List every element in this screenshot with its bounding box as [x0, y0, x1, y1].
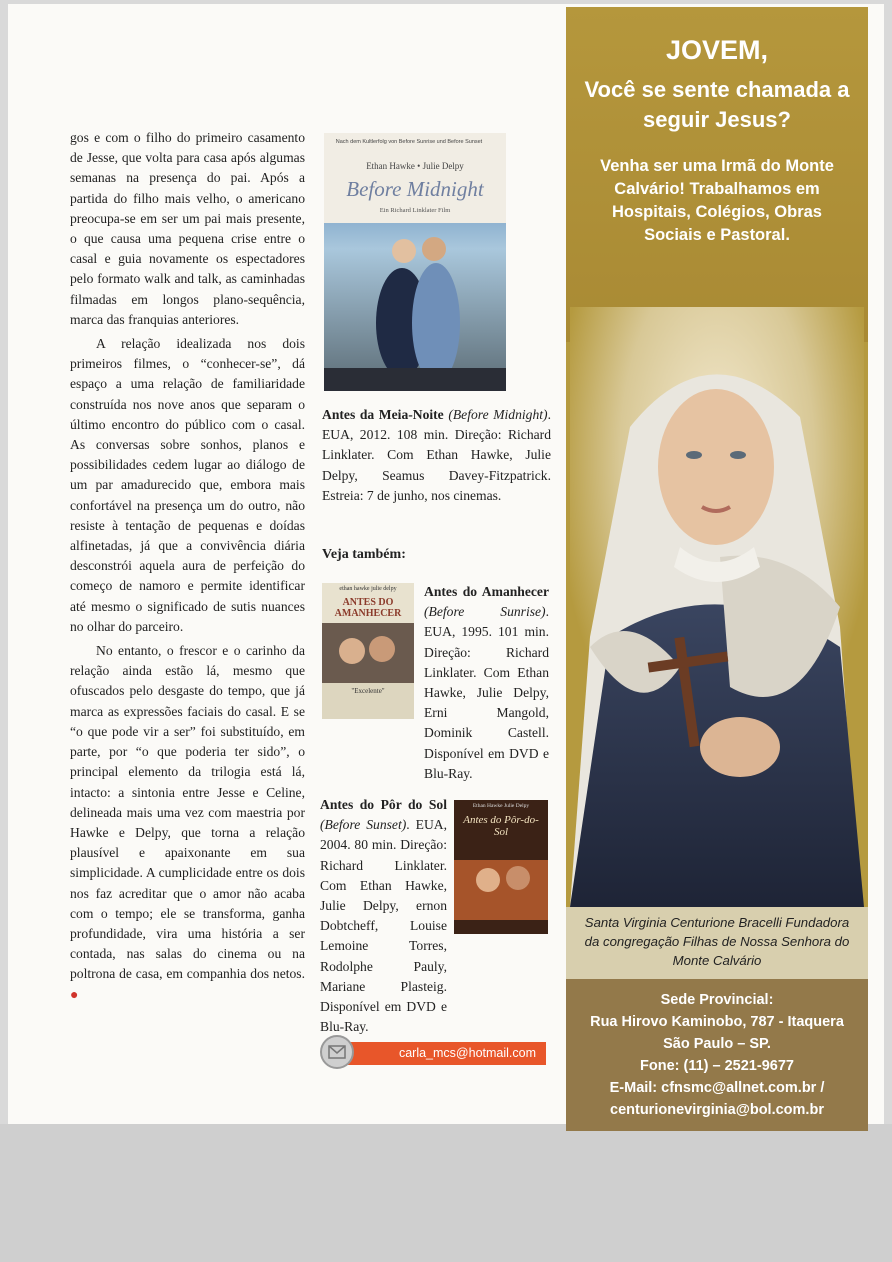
- author-email: [320, 1035, 546, 1068]
- main-film-details: . EUA, 2012. 108 min. Direção: Richard Linklater. Com Ethan Hawke, Julie Delpy, Seamus Davey-Fitzpatrick. Estreia: 7 de junho, nos cinemas.: [322, 407, 551, 503]
- article-paragraph-1: gos e com o filho do primeiro casamento de Jesse, que volta para casa após algumas semanas na presença do pai. Após a partida do filho mais velho, o americano preocupa-se em ser um pai mais presente, o que causa uma pequena crise entre o casal e guia novamente os espectadores pelo formato walk and talk, as caminhadas filmadas em longos plano-sequência, marca das franquias anteriores.: [70, 130, 305, 327]
- sede-city: São Paulo – SP.: [663, 1036, 771, 1052]
- see-also-heading: Veja também:: [322, 547, 406, 562]
- painting-caption: Santa Virginia Centurione Bracelli Fundadora da congregação Filhas de Nossa Senhora do Monte Calvário: [566, 907, 868, 979]
- before-sunset-poster: [454, 800, 548, 934]
- film3-info: [320, 795, 447, 1037]
- ad-body: Venha ser uma Irmã do Monte Calvário! Trabalhamos em Hospitais, Colégios, Obras Sociais e Pastoral.: [600, 157, 834, 244]
- scan-background: [0, 1124, 892, 1262]
- film2-info-top: [424, 582, 549, 784]
- sede-label: Sede Provincial:: [660, 992, 774, 1008]
- before-sunrise-poster: [322, 583, 414, 719]
- poster-title: Before Midnight: [346, 177, 484, 201]
- sede-address: Rua Hirovo Kaminobo, 787 - Itaquera: [590, 1014, 844, 1030]
- poster3-actors: Ethan Hawke Julie Delpy: [472, 803, 530, 809]
- main-film-info: [322, 405, 551, 506]
- article-paragraph-3-text: No entanto, o frescor e o carinho da relação ainda estão lá, mesmo que ofuscados pelo desgaste do tempo, que já marca as expressões faciais do casal. E se “o que pode vir a ser” foi substituído, em parte, por “o que poderia ter sido”, o principal elemento da trilogia está lá, intacto: a sintonia entre Jesse e Celine, delineada mais uma vez com maestria por Hawke e Delpy, que torna a relação plausível e apaixonante em sua simplicidade. A cumplicidade entre os dois nos faz acreditar que o amor não acaba com o tempo; ele se transforma, ganha profundidade, vira uma história a ser contada, nas salas do cinema ou na poltrona de casa, em companhia dos netos.: [70, 643, 305, 982]
- ad-contact: [566, 979, 868, 1131]
- poster2-title: ANTES DO AMANHECER: [334, 597, 402, 619]
- email-address[interactable]: carla_mcs@hotmail.com: [344, 1042, 546, 1065]
- envelope-icon: [320, 1035, 354, 1069]
- saint-painting: [570, 307, 864, 907]
- poster-actors: Ethan Hawke • Julie Delpy: [366, 161, 464, 171]
- ad-headline-2: Você se sente chamada a seguir Jesus?: [584, 77, 850, 132]
- article-paragraph-3: [70, 641, 305, 1006]
- film3-original: (Before Sunset): [320, 817, 407, 833]
- poster3-title: Antes do Pôr-do-Sol: [463, 814, 539, 838]
- film3-details: . EUA, 2004. 80 min. Direção: Richard Linklater. Com Ethan Hawke, Julie Delpy, ernon Dobtcheff, Louise Lemoine Torres, Rodolphe Pauly, Mariane Plasteig. Disponível em DVD e Blu-Ray.: [320, 817, 447, 1035]
- sede-emails[interactable]: E-Mail: cfnsmc@allnet.com.br / centurionevirginia@bol.com.br: [609, 1080, 825, 1118]
- poster2-quote: "Excelente": [351, 687, 385, 695]
- film2-original: (Before Sunrise): [424, 604, 546, 620]
- film2-title: Antes do Amanhecer: [424, 584, 549, 599]
- vocation-advertisement: [566, 7, 868, 1131]
- film2-details: . EUA, 1995. 101 min. Direção: Richard Linklater. Com Ethan Hawke, Julie Delpy, Erni Mangold, Dominik Castell. Disponível em DVD e Blu-Ray.: [424, 604, 549, 781]
- poster-subtitle: Ein Richard Linklater Film: [379, 207, 451, 214]
- end-mark-icon: ●: [70, 987, 79, 1003]
- before-midnight-poster: [324, 133, 506, 391]
- main-film-title: Antes da Meia-Noite: [322, 407, 444, 422]
- article-body: [70, 128, 305, 1010]
- poster2-actors: ethan hawke julie delpy: [339, 586, 397, 592]
- film3-title: Antes do Pôr do Sol: [320, 797, 447, 812]
- sede-phone: Fone: (11) – 2521-9677: [640, 1058, 794, 1074]
- ad-headline-1: JOVEM,: [665, 35, 769, 65]
- poster-top-line: Nach dem Kultlerfolg von Before Sunrise und Before Sunset: [335, 139, 483, 145]
- article-paragraph-2: A relação idealizada nos dois primeiros filmes, o “conhecer-se”, dá espaço a uma relação de familiaridade construída nos nove anos que separam o último encontro do público com o casal. As conversas sobre sonhos, planos e possibilidades cedem lugar ao diálogo de um par amadurecido que, embora mais confortável na presença um do outro, não resiste à tentação de pequenas e doídas alfinetadas, já que a convivência diária desconstrói aquela aura de perfeição do começo de namoro e permite identificar até mesmo o significado de sutis nuances no olhar do parceiro.: [70, 336, 305, 634]
- poster-art: [324, 133, 506, 391]
- main-film-original: (Before Midnight): [448, 407, 548, 422]
